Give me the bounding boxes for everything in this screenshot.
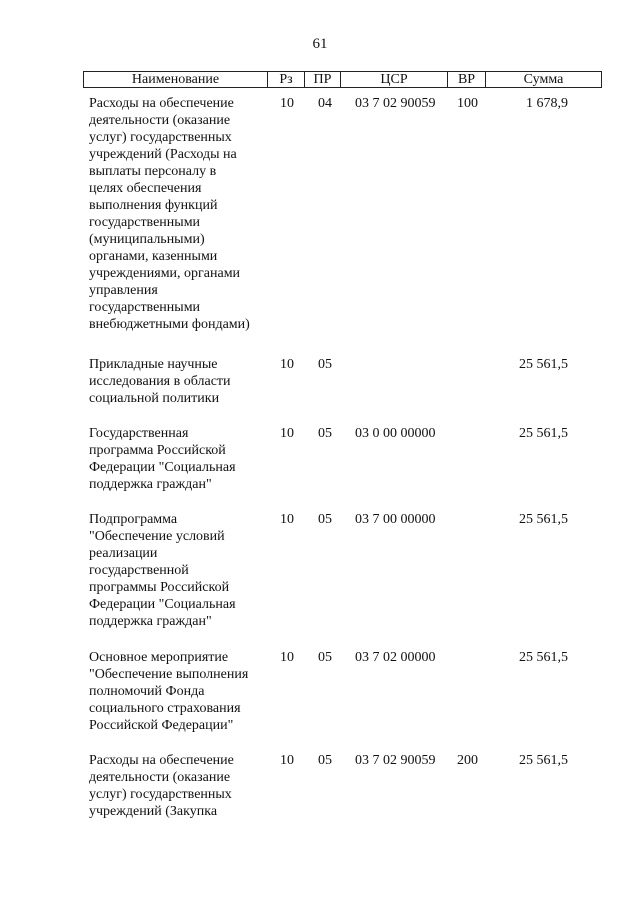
row-rz: 10 <box>280 357 294 372</box>
row-sum: 25 561,5 <box>519 650 568 665</box>
row-name-line: государственной <box>89 563 189 578</box>
row-name-line: Государственная <box>89 426 189 441</box>
row-name-line: Подпрограмма <box>89 512 178 527</box>
row-name-line: программы Российской <box>89 580 230 595</box>
table-header <box>83 71 602 88</box>
row-csr: 03 7 02 00000 <box>355 650 436 665</box>
row-name-line: внебюджетными фондами) <box>89 317 250 332</box>
row-vr: 100 <box>457 96 478 111</box>
row-sum: 25 561,5 <box>519 357 568 372</box>
row-rz: 10 <box>280 96 294 111</box>
row-name-line: государственными <box>89 215 201 230</box>
row-name-line: реализации <box>89 546 158 561</box>
row-name-line: (муниципальными) <box>89 232 205 247</box>
row-name-line: учреждений (Закупка <box>89 804 218 819</box>
row-csr: 03 7 00 00000 <box>355 512 436 527</box>
row-pr: 05 <box>318 357 332 372</box>
row-name-line: Расходы на обеспечение <box>89 96 234 111</box>
row-name-line: "Обеспечение условий <box>89 529 225 544</box>
row-csr: 03 7 02 90059 <box>355 753 436 768</box>
row-pr: 05 <box>318 512 332 527</box>
row-name-line: поддержка граждан" <box>89 614 212 629</box>
row-name-line: социальной политики <box>89 391 220 406</box>
header-csr: ЦСР <box>341 72 448 87</box>
row-name-line: Федерации "Социальная <box>89 460 236 475</box>
row-name-line: услуг) государственных <box>89 787 232 802</box>
row-csr: 03 7 02 90059 <box>355 96 436 111</box>
row-name-line: исследования в области <box>89 374 231 389</box>
row-name-line: государственными <box>89 300 201 315</box>
row-name-line: Российской Федерации" <box>89 718 234 733</box>
row-name-line: Прикладные научные <box>89 357 218 372</box>
row-pr: 04 <box>318 96 332 111</box>
row-name <box>89 95 269 333</box>
row-name-line: полномочий Фонда <box>89 684 205 699</box>
row-rz: 10 <box>280 650 294 665</box>
row-sum: 25 561,5 <box>519 512 568 527</box>
row-name <box>89 649 269 734</box>
row-sum: 1 678,9 <box>526 96 568 111</box>
row-sum: 25 561,5 <box>519 753 568 768</box>
row-vr: 200 <box>457 753 478 768</box>
row-rz: 10 <box>280 426 294 441</box>
header-name: Наименование <box>84 72 268 87</box>
row-csr: 03 0 00 00000 <box>355 426 436 441</box>
page-number: 61 <box>312 36 328 52</box>
row-name <box>89 752 269 820</box>
header-pr: ПР <box>305 72 341 87</box>
row-name-line: учреждениями, органами <box>89 266 241 281</box>
row-name-line: выплаты персоналу в <box>89 164 217 179</box>
header-sum: Сумма <box>523 72 564 87</box>
row-name-line: поддержка граждан" <box>89 477 212 492</box>
row-name-line: услуг) государственных <box>89 130 232 145</box>
row-name-line: Основное мероприятие <box>89 650 229 665</box>
header-rz: Рз <box>268 72 305 87</box>
row-sum: 25 561,5 <box>519 426 568 441</box>
row-name <box>89 356 269 407</box>
row-name <box>89 511 269 630</box>
row-name-line: выполнения функций <box>89 198 218 213</box>
row-name-line: "Обеспечение выполнения <box>89 667 249 682</box>
row-name-line: деятельности (оказание <box>89 113 231 128</box>
row-pr: 05 <box>318 426 332 441</box>
row-name-line: целях обеспечения <box>89 181 202 196</box>
row-name-line: учреждений (Расходы на <box>89 147 237 162</box>
row-name-line: программа Российской <box>89 443 226 458</box>
row-name-line: органами, казенными <box>89 249 218 264</box>
row-pr: 05 <box>318 753 332 768</box>
row-name-line: социального страхования <box>89 701 241 716</box>
row-name-line: Федерации "Социальная <box>89 597 236 612</box>
row-name-line: деятельности (оказание <box>89 770 231 785</box>
row-name-line: управления <box>89 283 158 298</box>
header-vr: ВР <box>448 72 486 87</box>
row-rz: 10 <box>280 512 294 527</box>
row-pr: 05 <box>318 650 332 665</box>
row-name-line: Расходы на обеспечение <box>89 753 234 768</box>
row-name <box>89 425 269 493</box>
row-rz: 10 <box>280 753 294 768</box>
